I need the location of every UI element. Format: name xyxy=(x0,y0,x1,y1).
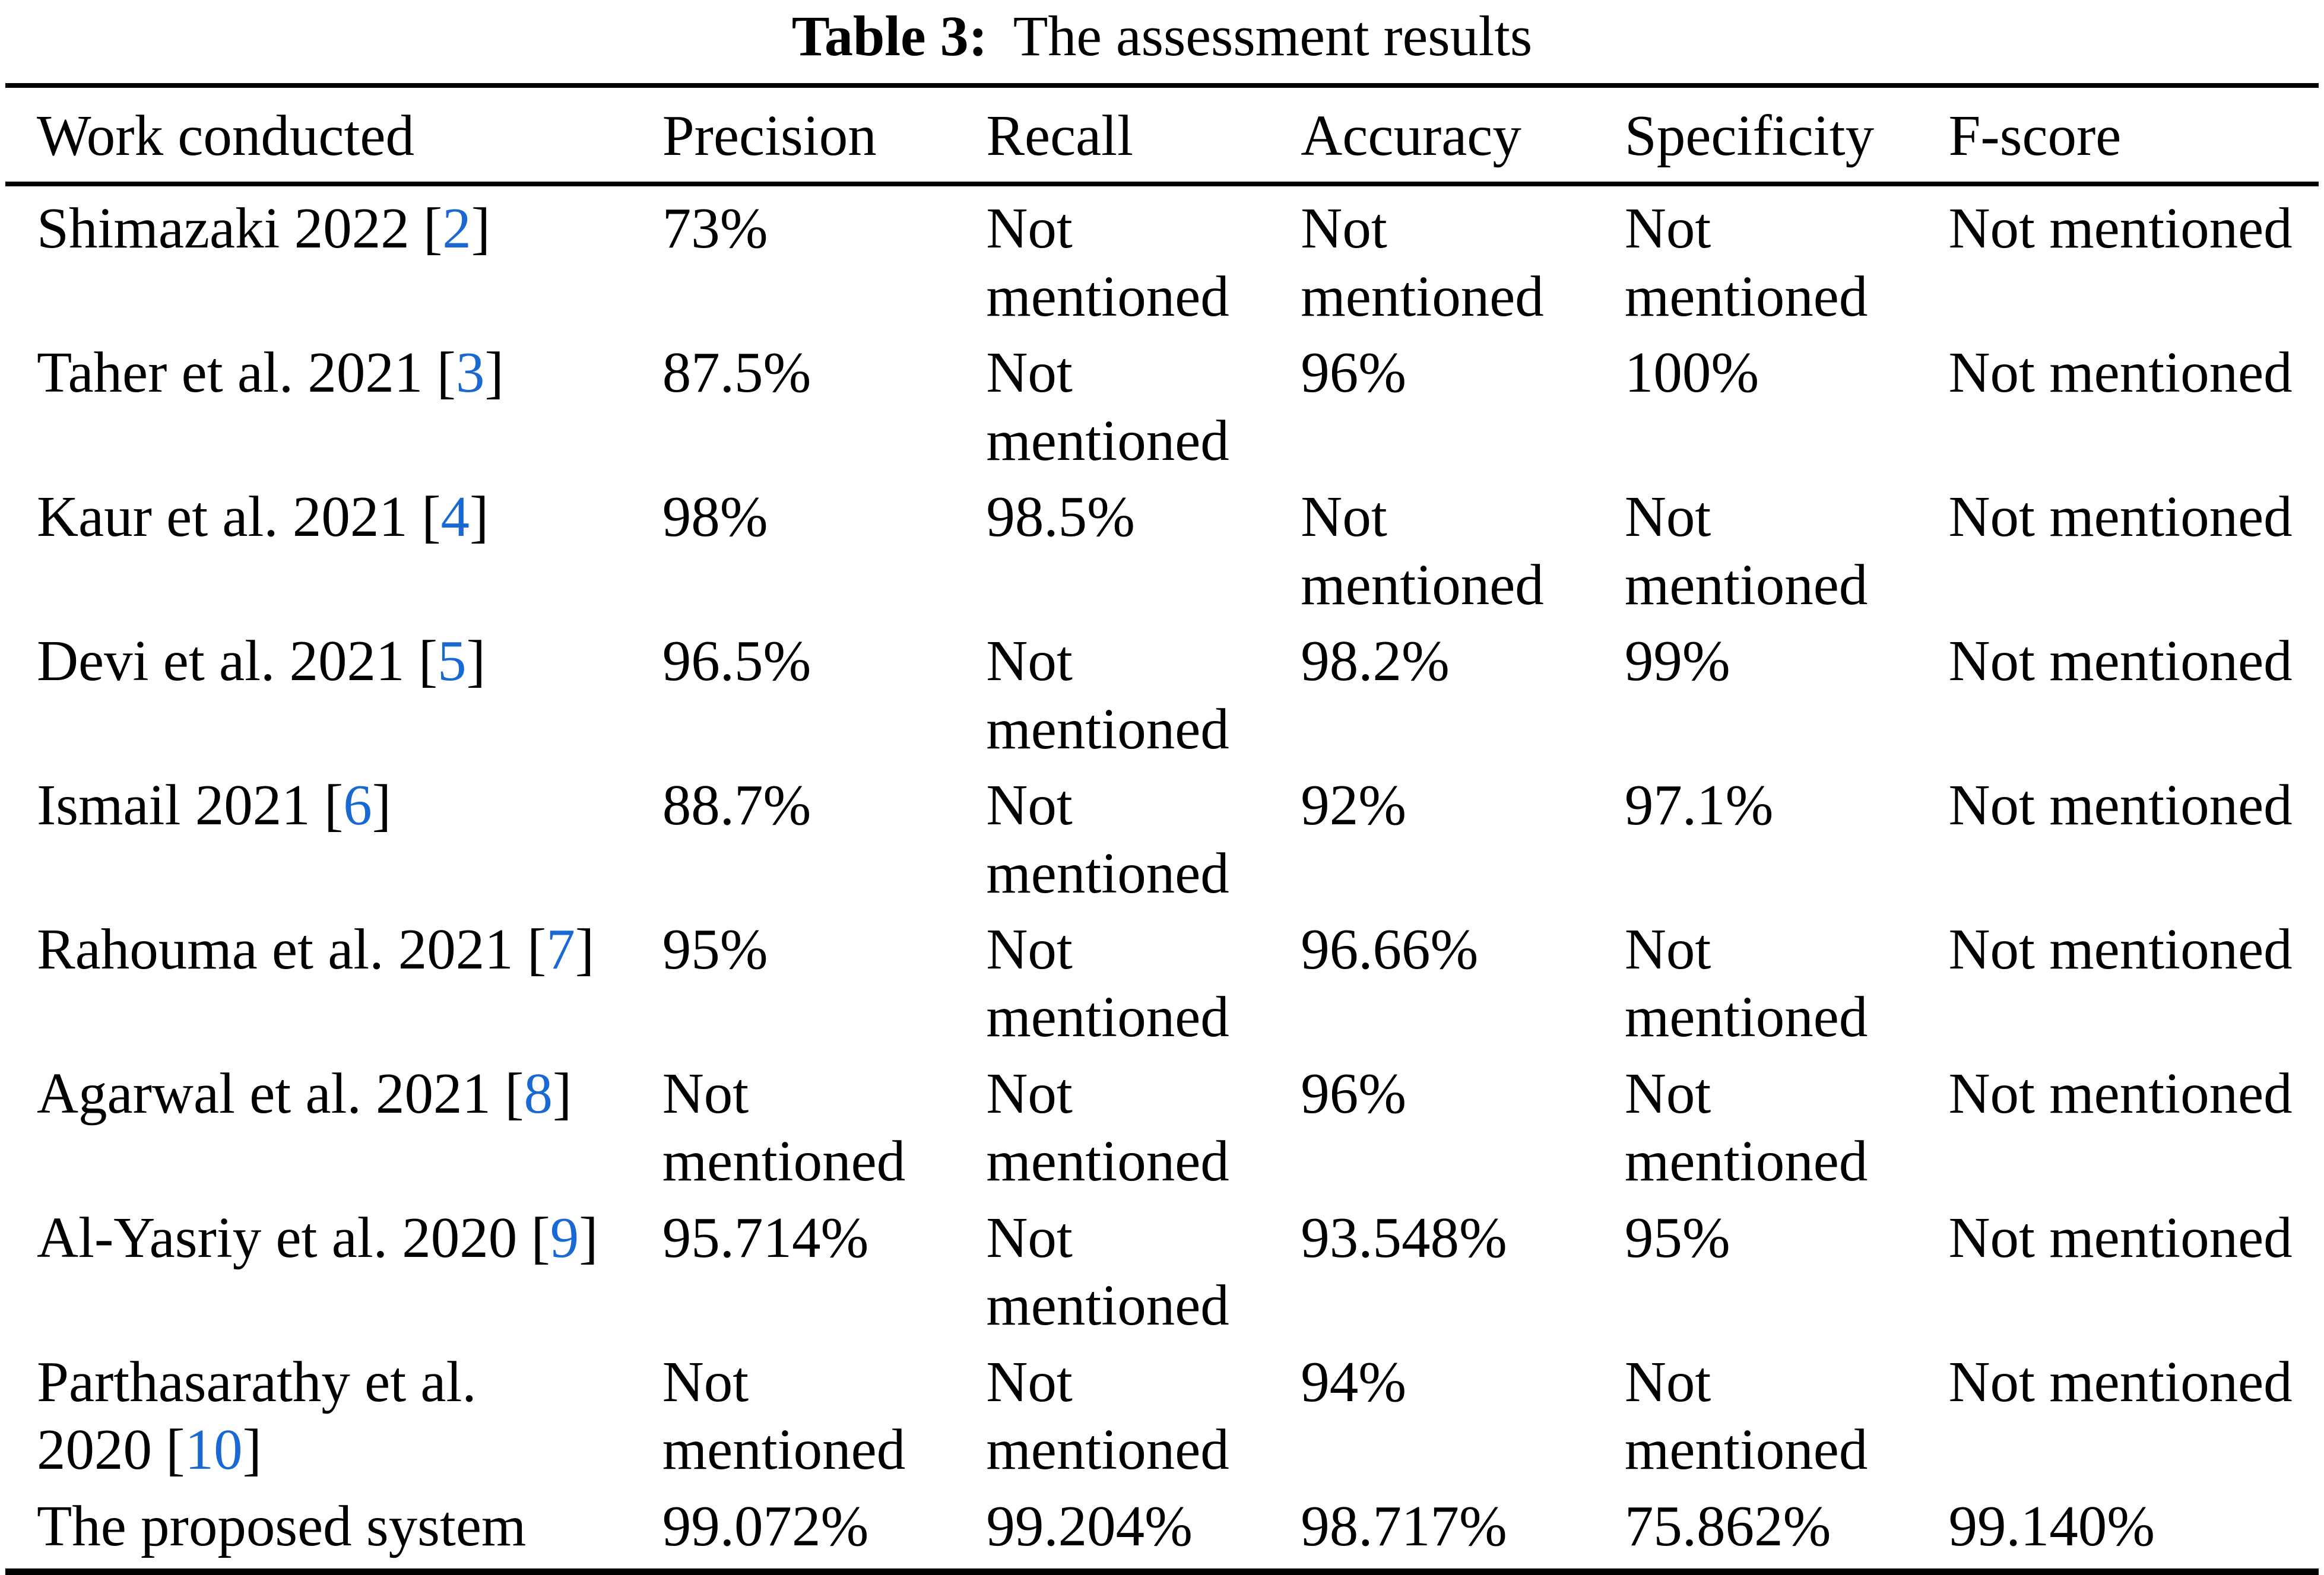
cell-fscore: Not mentioned xyxy=(1948,196,2293,261)
bracket-open: [ xyxy=(418,629,438,693)
cell-work xyxy=(5,1340,662,1484)
cell-specificity: Not mentioned xyxy=(1624,196,1868,328)
cell-precision: Not mentioned xyxy=(662,1061,906,1193)
citation-link[interactable]: 4 xyxy=(440,485,470,549)
results-table xyxy=(5,83,2319,1575)
work-label: Al-Yasriy et al. 2020 xyxy=(37,1205,518,1269)
cell-fscore: 99.140% xyxy=(1948,1494,2155,1558)
table-row xyxy=(5,1484,2319,1572)
cell-recall: Not mentioned xyxy=(986,1349,1229,1482)
table-row xyxy=(5,1052,2319,1196)
cell-accuracy: 98.2% xyxy=(1301,629,1450,693)
cell-specificity: 75.862% xyxy=(1624,1494,1831,1558)
citation-bracket xyxy=(437,341,504,404)
table-row xyxy=(5,475,2319,619)
cell-precision: 95% xyxy=(662,917,768,981)
cell-recall: Not mentioned xyxy=(986,917,1229,1049)
cell-recall: Not mentioned xyxy=(986,629,1229,761)
cell-accuracy: 94% xyxy=(1301,1349,1407,1414)
column-header-recall: Recall xyxy=(986,104,1134,167)
citation-link[interactable]: 5 xyxy=(437,629,467,693)
cell-recall: Not mentioned xyxy=(986,196,1229,328)
cell-accuracy: 93.548% xyxy=(1301,1205,1507,1269)
cell-recall: Not mentioned xyxy=(986,1205,1229,1338)
cell-precision: 73% xyxy=(662,196,768,261)
cell-fscore: Not mentioned xyxy=(1948,341,2293,405)
work-label: Agarwal et al. 2021 xyxy=(37,1061,491,1125)
cell-work xyxy=(5,184,662,331)
work-label: Taher et al. 2021 xyxy=(37,341,423,405)
bracket-open: [ xyxy=(166,1418,185,1482)
bracket-open: [ xyxy=(527,917,547,981)
cell-precision: 88.7% xyxy=(662,773,811,837)
cell-precision: 98% xyxy=(662,485,768,549)
bracket-open: [ xyxy=(324,773,344,837)
citation-bracket xyxy=(166,1418,262,1481)
cell-work xyxy=(5,763,662,907)
column-header-work-conducted: Work conducted xyxy=(37,104,414,167)
work-label: Kaur et al. 2021 xyxy=(37,485,408,549)
cell-fscore: Not mentioned xyxy=(1948,1349,2293,1414)
cell-specificity: 99% xyxy=(1624,629,1730,693)
cell-fscore: Not mentioned xyxy=(1948,917,2293,981)
citation-bracket xyxy=(531,1206,598,1269)
table-row xyxy=(5,1196,2319,1340)
cell-fscore: Not mentioned xyxy=(1948,1205,2293,1269)
cell-specificity: 97.1% xyxy=(1624,773,1774,837)
bracket-open: [ xyxy=(421,485,441,549)
work-label: Shimazaki 2022 xyxy=(37,196,410,261)
table-header xyxy=(5,85,2319,184)
bracket-open: [ xyxy=(505,1061,524,1125)
bracket-open: [ xyxy=(436,341,456,405)
work-label: Ismail 2021 xyxy=(37,773,310,837)
citation-bracket xyxy=(423,196,490,260)
bracket-close: ] xyxy=(471,196,491,261)
table-body xyxy=(5,184,2319,1572)
bracket-close: ] xyxy=(553,1061,572,1125)
cell-specificity: Not mentioned xyxy=(1624,1061,1868,1193)
bracket-open: [ xyxy=(423,196,443,261)
bracket-close: ] xyxy=(470,485,489,549)
column-header-precision: Precision xyxy=(662,104,877,167)
bracket-close: ] xyxy=(372,773,392,837)
header-row xyxy=(5,85,2319,184)
citation-link[interactable]: 10 xyxy=(185,1418,243,1482)
cell-work xyxy=(5,1484,662,1572)
bracket-close: ] xyxy=(484,341,504,405)
cell-accuracy: 96% xyxy=(1301,341,1407,405)
cell-work xyxy=(5,475,662,619)
citation-link[interactable]: 9 xyxy=(550,1205,579,1269)
work-label: Parthasarathy et al. 2020 xyxy=(37,1349,477,1482)
bracket-open: [ xyxy=(531,1205,550,1269)
citation-link[interactable]: 2 xyxy=(442,196,471,261)
column-header-accuracy: Accuracy xyxy=(1301,104,1521,167)
table-row xyxy=(5,907,2319,1052)
table-caption xyxy=(0,0,2324,83)
cell-recall: 99.204% xyxy=(986,1494,1193,1558)
cell-accuracy: Not mentioned xyxy=(1301,196,1544,328)
cell-accuracy: 96.66% xyxy=(1301,917,1479,981)
bracket-close: ] xyxy=(579,1205,598,1269)
citation-link[interactable]: 8 xyxy=(524,1061,553,1125)
table-row xyxy=(5,331,2319,475)
table-caption-label: Table 3: xyxy=(791,4,988,68)
cell-precision: 96.5% xyxy=(662,629,811,693)
cell-accuracy: Not mentioned xyxy=(1301,485,1544,617)
cell-specificity: 95% xyxy=(1624,1205,1730,1269)
citation-bracket xyxy=(421,485,489,548)
work-label: Devi et al. 2021 xyxy=(37,629,405,693)
cell-recall: Not mentioned xyxy=(986,341,1229,472)
cell-accuracy: 92% xyxy=(1301,773,1407,837)
cell-accuracy: 98.717% xyxy=(1301,1494,1507,1558)
cell-specificity: Not mentioned xyxy=(1624,1349,1868,1482)
citation-bracket xyxy=(324,773,391,837)
citation-link[interactable]: 7 xyxy=(546,917,575,981)
cell-precision: 87.5% xyxy=(662,341,811,405)
cell-precision: Not mentioned xyxy=(662,1349,906,1482)
cell-accuracy: 96% xyxy=(1301,1061,1407,1125)
citation-bracket xyxy=(527,917,594,981)
cell-work xyxy=(5,1196,662,1340)
cell-work xyxy=(5,907,662,1052)
table-caption-title: The assessment results xyxy=(1013,4,1533,68)
work-label: The proposed system xyxy=(37,1494,527,1558)
cell-work xyxy=(5,1052,662,1196)
cell-precision: 99.072% xyxy=(662,1494,869,1558)
column-header-fscore: F-score xyxy=(1948,104,2122,167)
bracket-close: ] xyxy=(466,629,486,693)
cell-work xyxy=(5,331,662,475)
cell-fscore: Not mentioned xyxy=(1948,629,2293,693)
bracket-close: ] xyxy=(575,917,595,981)
column-header-specificity: Specificity xyxy=(1624,104,1875,167)
cell-specificity: Not mentioned xyxy=(1624,485,1868,617)
bracket-close: ] xyxy=(242,1418,262,1482)
cell-precision: 95.714% xyxy=(662,1205,869,1269)
citation-bracket xyxy=(418,629,486,693)
table-row xyxy=(5,184,2319,331)
cell-fscore: Not mentioned xyxy=(1948,485,2293,549)
cell-recall: 98.5% xyxy=(986,485,1135,549)
work-label: Rahouma et al. 2021 xyxy=(37,917,513,981)
table-row xyxy=(5,763,2319,907)
citation-link[interactable]: 3 xyxy=(455,341,485,405)
citation-link[interactable]: 6 xyxy=(343,773,372,837)
cell-fscore: Not mentioned xyxy=(1948,773,2293,837)
cell-specificity: Not mentioned xyxy=(1624,917,1868,1049)
cell-recall: Not mentioned xyxy=(986,773,1229,905)
citation-bracket xyxy=(505,1062,572,1125)
cell-work xyxy=(5,619,662,763)
table-row xyxy=(5,619,2319,763)
table-row xyxy=(5,1340,2319,1484)
cell-specificity: 100% xyxy=(1624,341,1759,405)
cell-recall: Not mentioned xyxy=(986,1061,1229,1193)
cell-fscore: Not mentioned xyxy=(1948,1061,2293,1125)
